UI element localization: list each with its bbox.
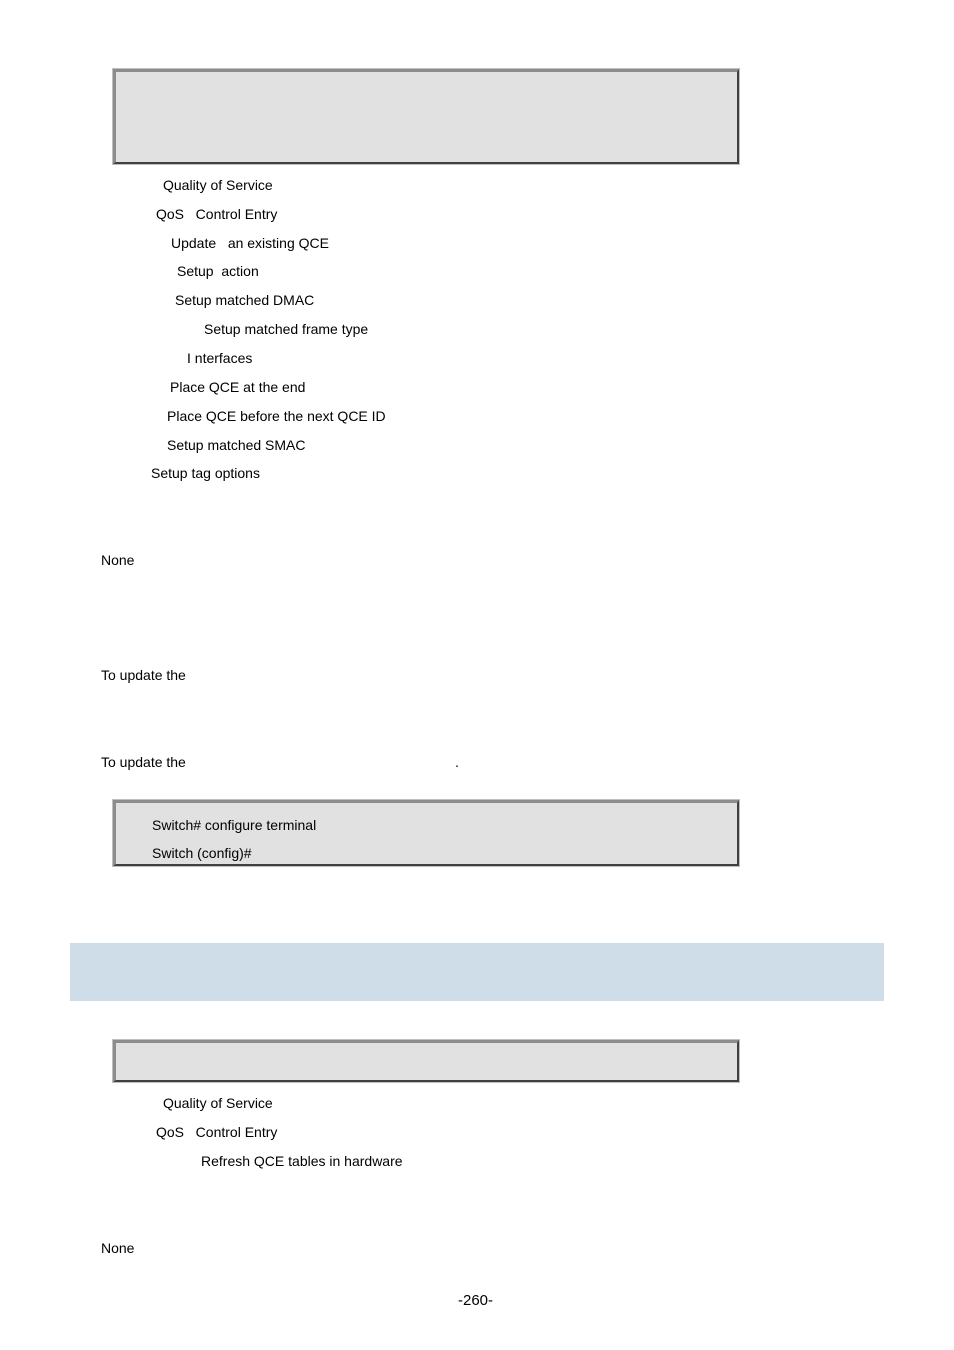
param-dmac: Setup matched DMAC xyxy=(175,292,315,308)
param2-qos: Quality of Service xyxy=(163,1095,273,1111)
section-heading-band xyxy=(70,943,884,1001)
param-tag: Setup tag options xyxy=(151,465,260,481)
param-next: Place QCE before the next QCE ID xyxy=(167,408,386,424)
param2-refresh: Refresh QCE tables in hardware xyxy=(201,1153,403,1169)
param-qos: Quality of Service xyxy=(163,177,273,193)
param-qce: QoS Control Entry xyxy=(156,206,278,222)
example-text: To update the xyxy=(101,754,186,770)
page-number: -260- xyxy=(458,1292,494,1309)
param-action: Setup action xyxy=(177,263,259,279)
example-command-1: Switch# configure terminal xyxy=(152,817,317,833)
param-interfaces: I nterfaces xyxy=(187,350,253,366)
param2-qce: QoS Control Entry xyxy=(156,1124,278,1140)
syntax-box-2 xyxy=(113,1040,739,1082)
param-frametype: Setup matched frame type xyxy=(204,321,369,337)
param-last: Place QCE at the end xyxy=(170,379,306,395)
example-command-2: Switch (config)# xyxy=(152,845,252,861)
default-value-1: None xyxy=(101,552,135,568)
example-dot: . xyxy=(455,754,459,770)
usage-text: To update the xyxy=(101,667,186,683)
default-value-2: None xyxy=(101,1240,135,1256)
param-update: Update an existing QCE xyxy=(171,235,329,251)
syntax-box-1 xyxy=(113,69,739,164)
param-smac: Setup matched SMAC xyxy=(167,437,306,453)
